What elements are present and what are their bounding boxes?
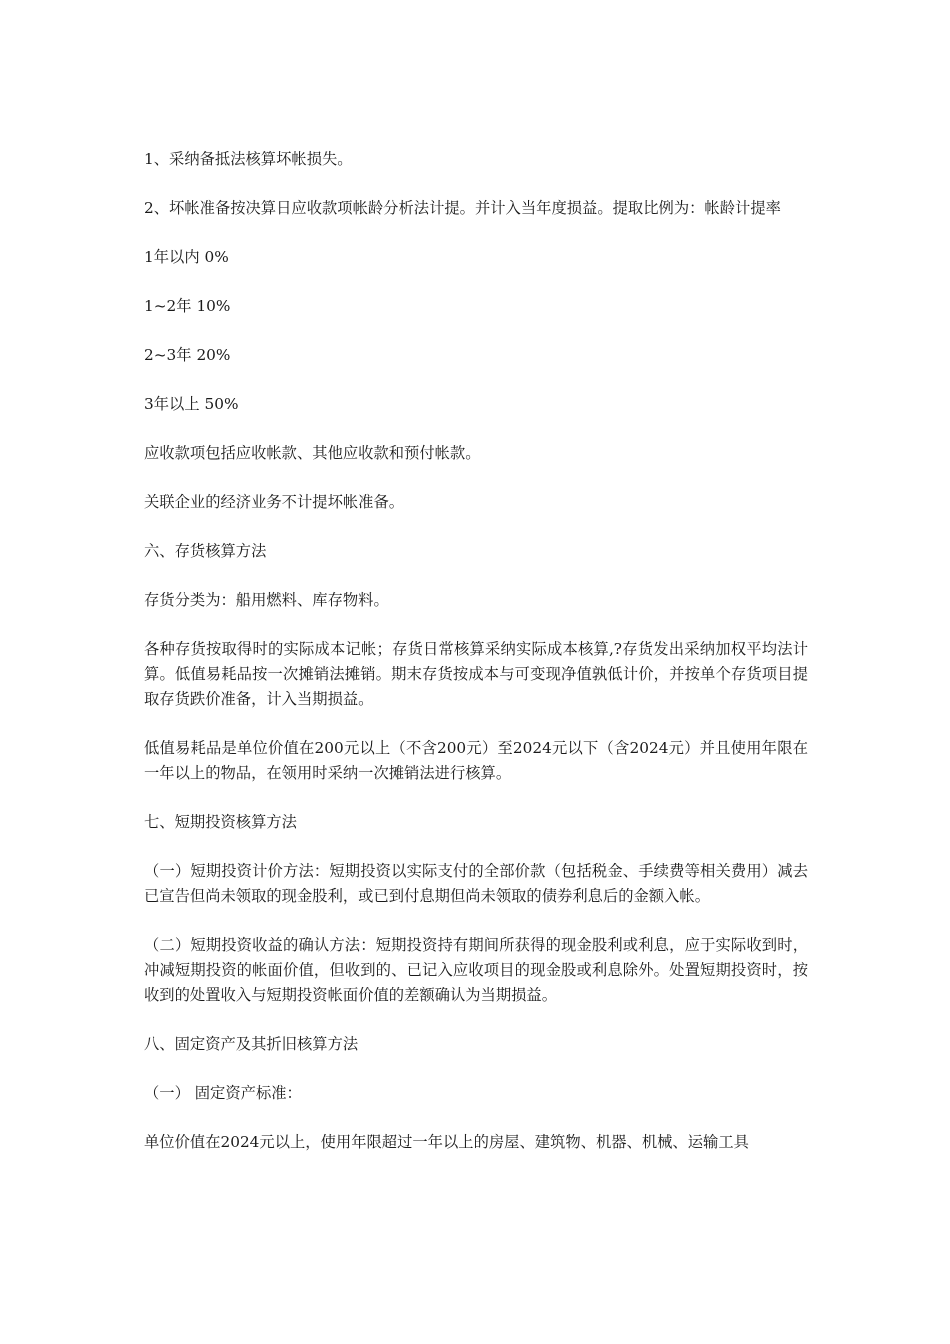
paragraph-fixed-asset-definition: 单位价值在2024元以上，使用年限超过一年以上的房屋、建筑物、机器、机械、运输工具	[144, 1133, 749, 1151]
paragraph-investment-income: （二）短期投资收益的确认方法：短期投资持有期间所获得的现金股利或利息，应于实际收到时，冲减短期投资的帐面价值，但收到的、已记入应收项目的现金股或利息除外。处置短期投资时，按收到的处置收入与短期投资帐面价值的差额确认为当期损益。	[144, 936, 808, 1004]
section-heading-inventory: 六、存货核算方法	[144, 542, 267, 560]
paragraph-related-parties: 关联企业的经济业务不计提坏帐准备。	[144, 493, 405, 511]
paragraph-investment-valuation: （一）短期投资计价方法：短期投资以实际支付的全部价款（包括税金、手续费等相关费用）减去已宣告但尚未领取的现金股利，或已到付息期但尚未领取的债券利息后的金额入帐。	[144, 862, 808, 905]
subheading-fixed-asset-standard: （一） 固定资产标准：	[144, 1084, 302, 1102]
paragraph-bad-debt-provision: 2、坏帐准备按决算日应收款项帐龄分析法计提。并计入当年度损益。提取比例为：帐龄计提率	[144, 199, 781, 217]
rate-row-within-1-year: 1年以内 0%	[144, 248, 229, 266]
section-heading-fixed-assets: 八、固定资产及其折旧核算方法	[144, 1035, 359, 1053]
paragraph-low-value-consumables: 低值易耗品是单位价值在200元以上（不含200元）至2024元以下（含2024元）并且使用年限在一年以上的物品，在领用时采纳一次摊销法进行核算。	[144, 739, 808, 782]
paragraph-inventory-classes: 存货分类为：船用燃料、库存物料。	[144, 591, 389, 609]
rate-row-2-3-years: 2~3年 20%	[144, 346, 231, 364]
rate-row-over-3-years: 3年以上 50%	[144, 395, 239, 413]
paragraph-bad-debt-method: 1、采纳备抵法核算坏帐损失。	[144, 150, 353, 168]
paragraph-receivables-scope: 应收款项包括应收帐款、其他应收款和预付帐款。	[144, 444, 481, 462]
section-heading-short-term-investment: 七、短期投资核算方法	[144, 813, 297, 831]
document-body	[144, 147, 808, 1179]
paragraph-inventory-valuation: 各种存货按取得时的实际成本记帐；存货日常核算采纳实际成本核算,?存货发出采纳加权平均法计算。低值易耗品按一次摊销法摊销。期末存货按成本与可变现净值孰低计价，并按单个存货项目提取存货跌价准备，计入当期损益。	[144, 640, 808, 708]
rate-row-1-2-years: 1~2年 10%	[144, 297, 231, 315]
